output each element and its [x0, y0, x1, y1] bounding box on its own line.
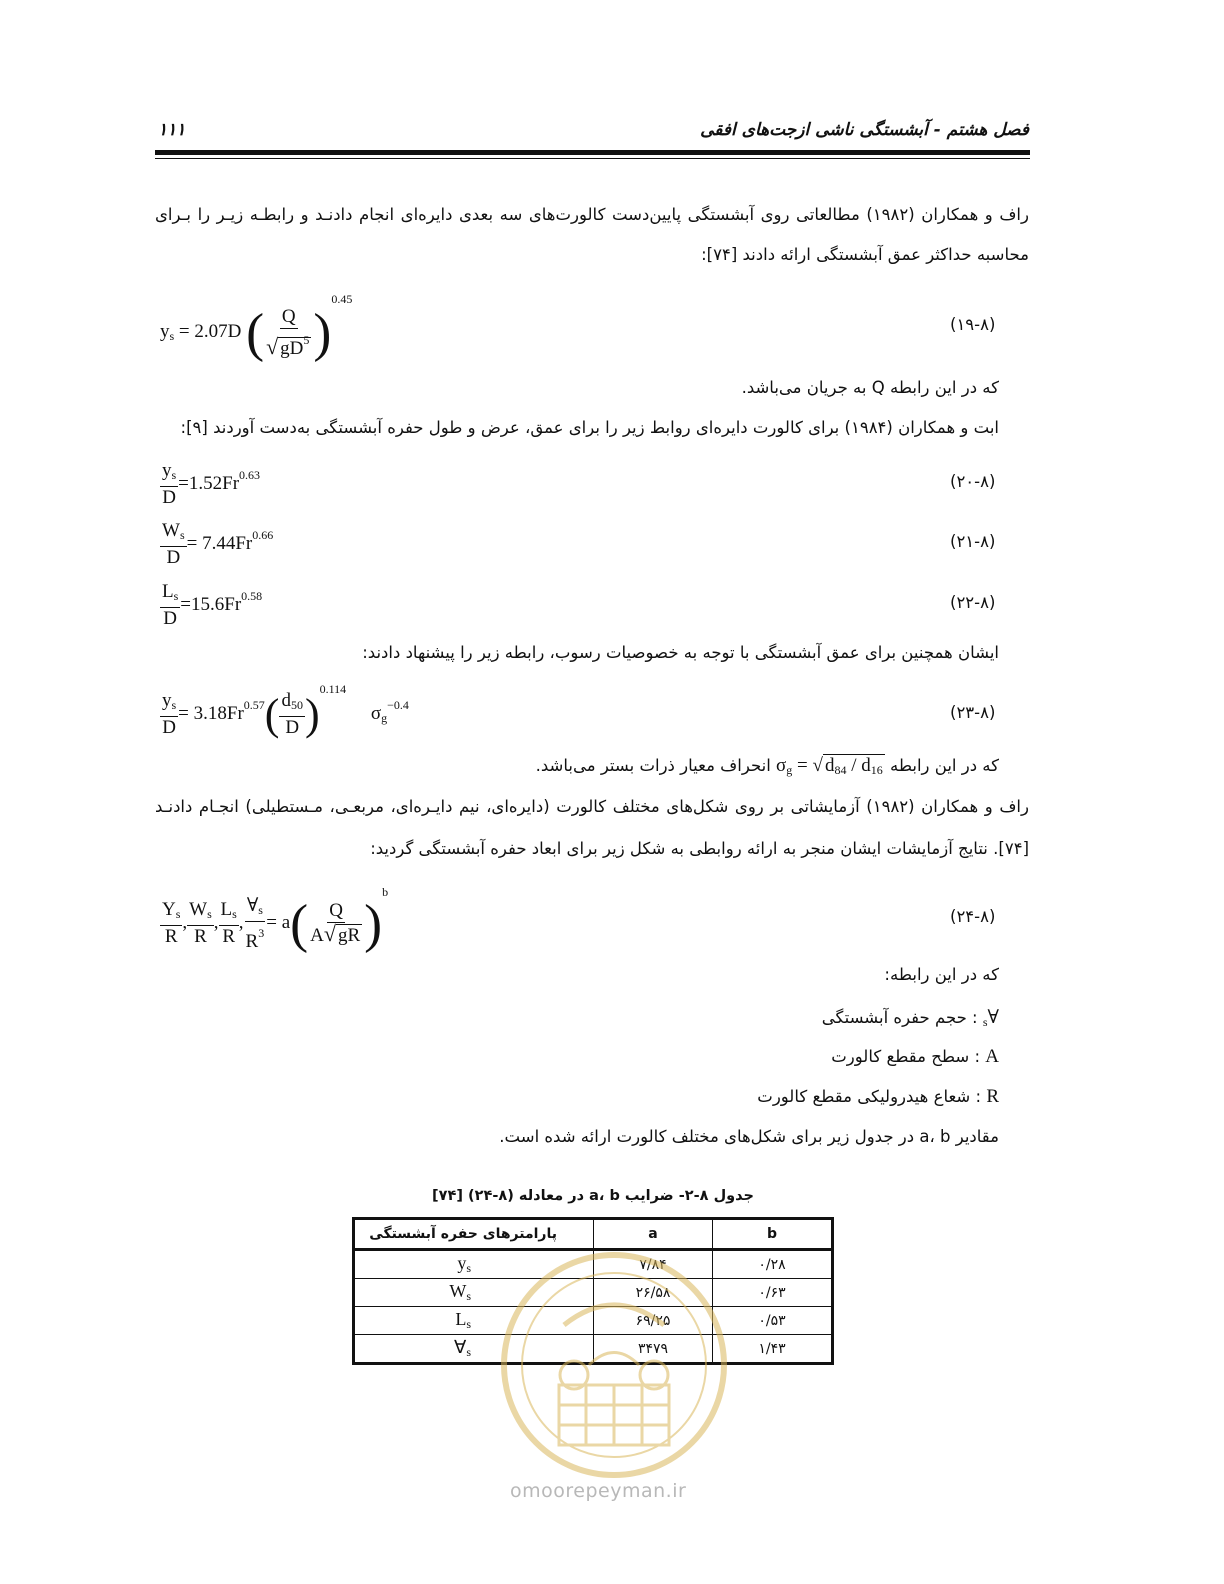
row-a: ۳۴۷۹: [594, 1335, 713, 1364]
row-a: ۶۹/۲۵: [594, 1307, 713, 1335]
paragraph-line: که در این رابطه $\sigma_g$ = √ $d_{84} / d_{16}$ انحراف معیار ذرات بستر می‌باشد.: [535, 755, 999, 777]
paragraph-line: ابت و همکاران (۱۹۸۴) برای کالورت دایره‌ای روابط زیر را برای عمق، عرض و طول حفره آبشستگی به‌دست آوردند [۹]:: [180, 418, 999, 437]
definition-item: A : سطح مقطع کالورت: [831, 1046, 999, 1067]
column-header-param: پارامترهای حفره آبشستگی: [354, 1219, 594, 1250]
column-header-a: a: [594, 1219, 713, 1250]
equation-20: $\frac{y_s}{D}$ $=1.52Fr^{0.63}$: [162, 460, 261, 508]
row-a: ۷/۸۴: [594, 1250, 713, 1279]
row-param: $\forall_s$: [354, 1335, 594, 1364]
paragraph-line: راف و همکاران (۱۹۸۲) مطالعاتی روی آبشستگی پایین‌دست کالورت‌های سه بعدی دایره‌ای انجام دادنـد و رابطـه زیـر را بـرای: [155, 205, 1029, 224]
equation-19: $y_s = 2.07D$ ( $\frac{Q}{√ gD^5}$ )$^{0.45}$: [160, 292, 353, 363]
paragraph-line: راف و همکاران (۱۹۸۲) آزمایشاتی بر روی شکل‌های مختلف کالورت (دایره‌ای، نیم دایـره‌ای، مربعـی، مـستطیلی) انجـام دادنـد: [155, 797, 1029, 816]
equation-24: $\frac{Y_s}{R}$ , $\frac{W_s}{R}$ , $\frac{L_s}{R}$ , $\frac{\forall_s}{R^3}$ = a( $\frac{Q}{A√ gR}$ )$^b$: [162, 885, 389, 954]
row-param: $L_s$: [354, 1307, 594, 1335]
sigma-formula: $\sigma_g$ = √ $d_{84} / d_{16}$: [776, 755, 883, 777]
header-rule-thin: [155, 158, 1030, 159]
paragraph-line: که در این رابطه Q به جریان می‌باشد.: [741, 378, 999, 397]
paragraph-line: که در این رابطه:: [884, 965, 999, 984]
row-b: ۰/۲۸: [713, 1250, 833, 1279]
paragraph-line: محاسبه حداکثر عمق آبشستگی ارائه دادند [۷۴]:: [701, 245, 1029, 264]
row-b: ۰/۶۳: [713, 1279, 833, 1307]
page-number: ۱۱۱: [158, 120, 186, 140]
paragraph-line: [۷۴]. نتایج آزمایشات ایشان منجر به ارائه روابطی به شکل زیر برای ابعاد حفره آبشستگی گردید:: [370, 839, 1029, 858]
row-b: ۰/۵۳: [713, 1307, 833, 1335]
row-b: ۱/۴۳: [713, 1335, 833, 1364]
row-param: $y_s$: [354, 1250, 594, 1279]
equation-number: (۱۹-۸): [950, 315, 996, 334]
chapter-title: فصل هشتم - آبشستگی ناشی ازجت‌های افقی: [700, 120, 1029, 140]
definition-item: $\forall_s$ : حجم حفره آبشستگی: [821, 1007, 999, 1029]
equation-22: $\frac{L_s}{D}$ $=15.6Fr^{0.58}$: [162, 581, 263, 629]
table-caption: جدول ۸-۲- ضرایب a، b در معادله (۸-۲۴) [۷۴]: [432, 1188, 754, 1204]
equation-21: $\frac{W_s}{D}$ = $7.44Fr^{0.66}$: [162, 520, 274, 568]
header-rule: [155, 150, 1030, 155]
paragraph-line: مقادیر a، b در جدول زیر برای شکل‌های مختلف کالورت ارائه شده است.: [499, 1127, 999, 1146]
watermark-url: omoorepeyman.ir: [510, 1480, 687, 1502]
watermark-logo: [494, 1245, 734, 1485]
equation-number: (۲۲-۸): [950, 593, 996, 612]
column-header-b: b: [713, 1219, 833, 1250]
row-a: ۲۶/۵۸: [594, 1279, 713, 1307]
equation-number: (۲۴-۸): [950, 907, 996, 926]
definition-item: R : شعاع هیدرولیکی مقطع کالورت: [757, 1086, 999, 1107]
equation-number: (۲۰-۸): [950, 472, 996, 491]
paragraph-line: ایشان همچنین برای عمق آبشستگی با توجه به خصوصیات رسوب، رابطه زیر را پیشنهاد دادند:: [362, 643, 999, 662]
equation-23: $\frac{y_s}{D}$ = $3.18Fr^{0.57}$( $\frac{d_{50}}{D}$ )$^{0.114}$ $\sigma_g^{-0.4}$: [162, 682, 409, 740]
equation-number: (۲۱-۸): [950, 532, 996, 551]
equation-number: (۲۳-۸): [950, 703, 996, 722]
row-param: $W_s$: [354, 1279, 594, 1307]
